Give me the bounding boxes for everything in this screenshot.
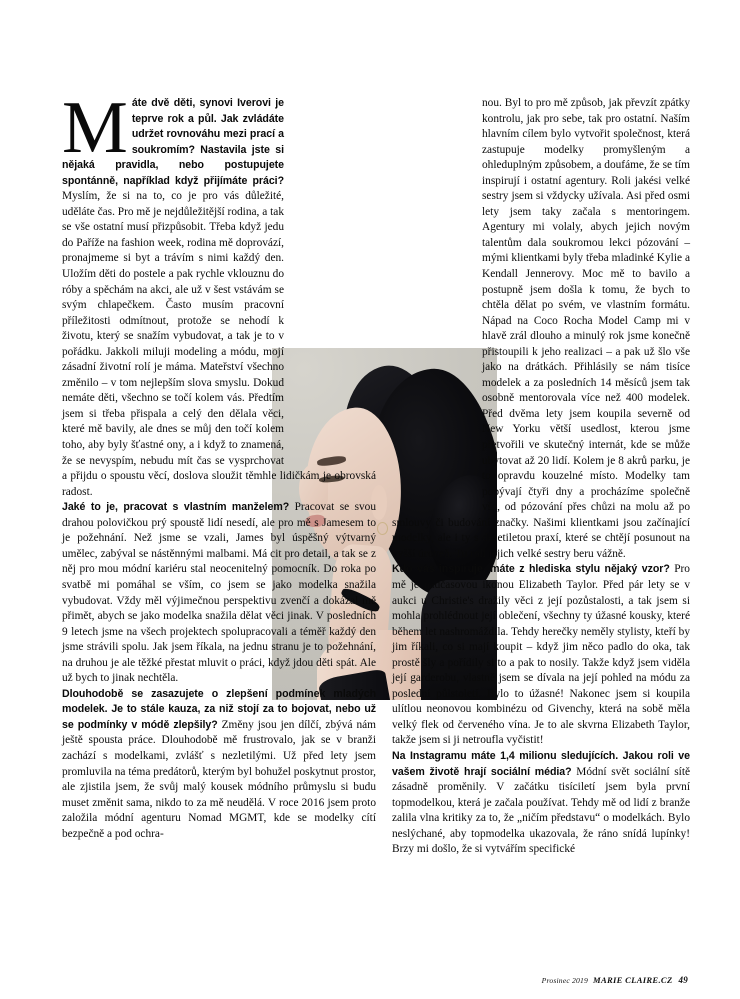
article-column-left [62, 87, 377, 842]
question-5: Na Instagramu máte 1,4 milionu sledujících. Jakou roli ve vašem životě hrají sociální média? [392, 749, 690, 778]
paragraph-2 [62, 500, 376, 687]
answer-4: Pro mě je nadčasovou ikonou Elizabeth Taylor. Před pár lety se v aukci u Christie's dražily věci z její pozůstalosti, a tak jsem si mohla prohlédnout její oblečení, všechny ty úžasné kousky, které během let nashromáždila. Tehdy herečky neměly stylisty, kteří by jim říkali, co si mají koupit – když jim něco padlo do oka, tak prostě šly a pořídily si to a pak to nosily. Takže když jsem viděla její garderobu, vlastně jsem se dívala na její pohled na módu za poslední půlstoletí. Bylo to úžasné! Nakonec jsem si koupila ulítlou neonovou kombinézu od Givenchy, která na sobě měla velký flek od červeného vína. Je to ale skvrna Elizabeth Taylor, takže jsem si ji netroufla vyčistit! [392, 563, 690, 747]
photo-wrap-spacer-right [392, 96, 482, 506]
question-2: Jaké to je, pracovat s vlastním manželem? [62, 501, 290, 514]
paragraph-5 [392, 749, 690, 858]
question-3: Dlouhodobě se zasazujete o zlepšení podmínek mladých modelek. Je to stále kauza, za niž stojí za to bojovat, nebo už se podmínky v módě zlepšily? [62, 687, 376, 731]
question-1: áte dvě děti, synovi Iverovi je teprve rok a půl. Jak zvládáte udržet rovnováhu mezi prací a soukromím? Nastavila jste si nějaká pravidla, nebo postupujete spontánně, například když přijímáte práci? [62, 97, 284, 187]
page-footer [542, 975, 688, 985]
article-column-right [392, 96, 690, 858]
answer-1: Myslím, že si na to, co je pro vás důležité, uděláte čas. Pro mě je nejdůležitější rodina, a tak se vše ostatní musí přizpůsobit. Třeba když jedu do Paříže na fashion week, rodina mě doprovází, pronajmeme si byt a trávím s nimi každý den. Uložím děti do postele a pak rychle vklouznu do róby a spěchám na akci, ale už v šest vstávám se svým chlapečkem. Často musím pracovní příležitosti odmítnout, protože se nehodí k životu, který se snažím vybudovat, a tak je to v pořádku. Jakkoli miluji modeling a módu, mojí zásadní životní rolí je máma. Mateřství všechno změnilo – v tom nejlepším slova smyslu. Dokud nemáte děti, všechno se točí kolem vás. Předtím jsem si třeba přispala a celý den dělala věci, které mě bavily, ale dnes se můj den točí kolem toho, aby byly šťastné ony, a i když to znamená, že se nevyspím, nebudu mít čas se vysprchovat a přijdu o spoustu věcí, doslova sloužit těmhle lidičkám je obrovská radost. [62, 190, 376, 498]
answer-3-continuation: nou. Byl to pro mě způsob, jak převzít zpátky kontrolu, jak pro sebe, tak pro ostatní. Naším hlavním cílem bylo vytvořit společnost, která zastupuje modelky promyšleným a ohleduplným způsobem, a doufáme, že se tím inspirují i ostatní agentury. Roli jakési velké sestry jsem si vždycky užívala. Asi před osmi lety jsem taky začala s mentoringem. Agentury mi volaly, abych jejich novým talentům dala soukromou lekci pózování – mými klientkami byly třeba mladinké Kylie a Kendall Jennerovy. Moc mě to bavilo a postupně jsem došla k tomu, že bych to chtěla dělat po svém, ve vlastním formátu. Nápad na Coco Rocha Model Camp mi v hlavě zrál dlouho a minulý rok jsme konečně přistoupili k jeho realizaci – a pak už šlo vše jako na drátkách. Přihlásily se nám tisíce modelek a za posledních 14 měsíců jsem tak osobně mentorovala více než 400 modelek. Před dvěma lety jsem koupila severně od New Yorku větší usedlost, kterou jsme přetvořili ve skutečný internát, kde se může ubytovat až 20 lidí. Kolem je 8 akrů parku, je to opravdu kouzelné místo. Modelky tam pobývají čtyři dny a procházíme společně vše, od pózování přes chůzi na molu až po smlouvy či budování značky. Našimi klientkami jsou začínající modelky, ale i ty s desetiletou praxí, které se chtějí posunout na vyšší úroveň. Tu roli jejich velké sestry beru vážně. [392, 97, 690, 560]
publication-brand: MARIE CLAIRE.CZ [593, 975, 673, 985]
page-number: 49 [678, 975, 688, 985]
photo-wrap-spacer-left [284, 96, 376, 456]
issue-date: Prosinec 2019 [541, 976, 589, 985]
paragraph-3 [62, 687, 376, 842]
answer-5: Módní svět sociální sítě zásadně proměnily. V začátku tisíciletí jsem byla první topmodelkou, která je začala používat. Tehdy mě od lidí z branže zalila vlna kritiky za to, že „ničím představu“ o modelkách. Bylo neslýchané, aby topmodelka ukazovala, že ráno snídá lupínky! Brzy mi došlo, že si vytvářím specifické [392, 765, 690, 856]
question-4: Kdo vás inspiruje, máte z hlediska stylu nějaký vzor? [392, 563, 670, 576]
drop-cap: M [62, 87, 127, 169]
answer-3: Změny jsou jen dílčí, zbývá nám ještě spousta práce. Dlouhodobě mě frustrovalo, jak se v branži zachází s modelkami, zvlášť s nezletilými. Už před lety jsem promluvila na téma predátorů, kterým byl bohužel poskytnut prostor, ale zjistila jsem, že svůj malý kousek módního průmyslu si budu muset změnit sama, nikdo to za mě neudělá. V roce 2016 jsem proto založila módní agenturu Nomad MGMT, kde se modelky cítí bezpečně a pod ochra- [62, 718, 377, 840]
answer-2: Pracovat se svou drahou polovičkou prý spoustě lidí nesedí, ale pro mě s Jamesem to je požehnání. Než jsme se vzali, James byl úspěšný výtvarný umělec, zabýval se nástěnnými malbami. Má cit pro detail, a tak se z něj pro mou módní kariéru stal neocenitelný pomocník. Do roka po svatbě mi pomáhal se vším, co jsem se jako modelka snažila vybudovat. Vždy měl výjimečnou perspektivu zvenčí a dokázal mě přimět, abych se jako modelka snažila dělat věci jinak. V posledních 9 letech jsme na všech projektech spolupracovali a téměř každý den jsme strávili spolu. Jak jsem říkala, na jednu stranu je to požehnání, na druhou je ale těžké přestat mluvit o práci, když jdou děti spát. Ale už bych to jinak nechtěla. [62, 501, 377, 685]
paragraph-4 [392, 562, 690, 749]
